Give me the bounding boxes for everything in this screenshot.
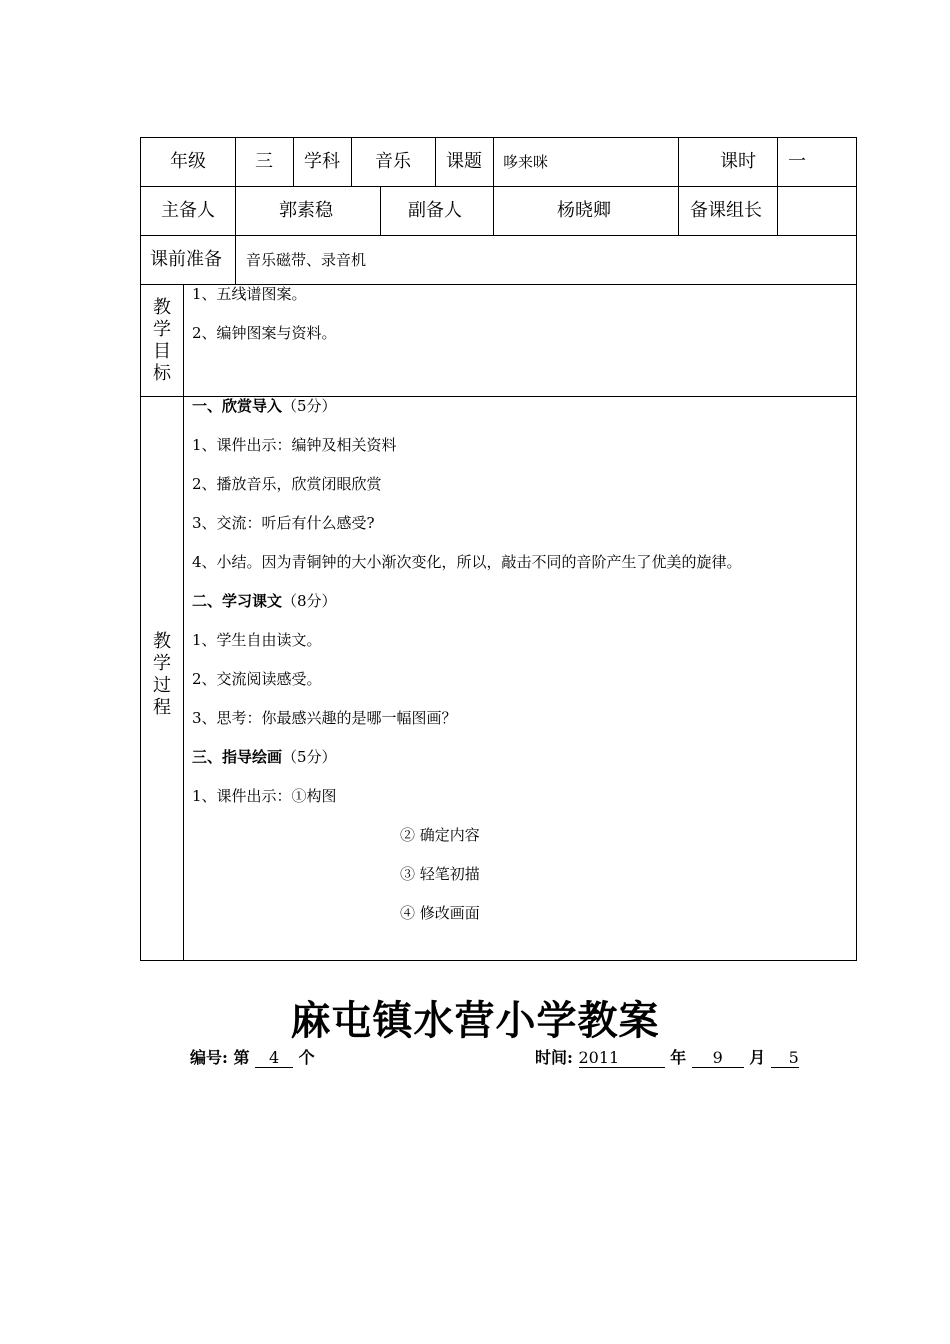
goals-label-char: 教 bbox=[153, 297, 171, 318]
section-heading: 三、指导绘画（5分） bbox=[192, 748, 337, 766]
number-label: 编号: 第 bbox=[190, 1048, 250, 1067]
process-label bbox=[151, 631, 173, 719]
table-rule bbox=[777, 137, 778, 186]
process-line: 2、交流阅读感受。 bbox=[192, 670, 322, 688]
table-rule bbox=[235, 186, 236, 235]
main-preparer-label: 主备人 bbox=[161, 200, 215, 221]
table-rule bbox=[435, 137, 436, 186]
table-border-bottom bbox=[140, 960, 857, 961]
process-line: ② 确定内容 bbox=[400, 826, 480, 844]
lesson-label: 课时 bbox=[720, 151, 756, 172]
date-field bbox=[535, 1048, 799, 1068]
process-label-char: 学 bbox=[153, 653, 171, 674]
process-line: 3、思考：你最感兴趣的是哪一幅图画？ bbox=[192, 709, 457, 727]
goals-label-char: 标 bbox=[153, 363, 171, 384]
section-heading: 二、学习课文（8分） bbox=[192, 592, 337, 610]
table-rule bbox=[140, 235, 857, 236]
process-line: ③ 轻笔初描 bbox=[400, 865, 480, 883]
year-suffix: 年 bbox=[670, 1048, 687, 1067]
month-suffix: 月 bbox=[749, 1048, 766, 1067]
table-rule bbox=[380, 186, 381, 235]
prep-value: 音乐磁带、录音机 bbox=[246, 251, 367, 269]
topic-label: 课题 bbox=[446, 151, 482, 172]
table-rule bbox=[777, 186, 778, 235]
process-line: 2、播放音乐，欣赏闭眼欣赏 bbox=[192, 475, 382, 493]
table-rule bbox=[493, 137, 494, 186]
subject-value: 音乐 bbox=[375, 151, 411, 172]
goal-line: 1、五线谱图案。 bbox=[192, 285, 307, 303]
process-line: 4、小结。因为青铜钟的大小渐次变化，所以，敲击不同的音阶产生了优美的旋律。 bbox=[192, 553, 742, 571]
process-line: 1、课件出示：①构图 bbox=[192, 787, 337, 805]
table-rule bbox=[678, 137, 679, 186]
process-label-char: 教 bbox=[153, 631, 171, 652]
vice-preparer-label: 副备人 bbox=[408, 200, 462, 221]
table-rule bbox=[678, 186, 679, 235]
process-label-char: 过 bbox=[153, 675, 171, 696]
section-heading: 一、欣赏导入（5分） bbox=[192, 397, 337, 415]
table-rule bbox=[293, 137, 294, 186]
number-value: 4 bbox=[255, 1049, 293, 1068]
table-rule bbox=[351, 137, 352, 186]
table-rule bbox=[493, 186, 494, 235]
year-value: 2011 bbox=[579, 1049, 665, 1068]
process-label-char: 程 bbox=[153, 697, 171, 718]
grade-label: 年级 bbox=[170, 151, 206, 172]
vice-preparer-value: 杨晓卿 bbox=[557, 200, 611, 221]
lesson-value: 一 bbox=[788, 151, 806, 172]
goals-label bbox=[151, 297, 173, 385]
month-value: 9 bbox=[692, 1049, 744, 1068]
subject-label: 学科 bbox=[304, 151, 340, 172]
process-line: 1、学生自由读文。 bbox=[192, 631, 322, 649]
table-rule bbox=[183, 284, 184, 961]
table-border-left bbox=[140, 137, 141, 961]
prep-label: 课前准备 bbox=[150, 249, 222, 270]
goal-line: 2、编钟图案与资料。 bbox=[192, 324, 337, 342]
number-suffix: 个 bbox=[298, 1048, 315, 1067]
topic-value: 哆来咪 bbox=[503, 153, 549, 171]
table-rule bbox=[140, 186, 857, 187]
table-rule bbox=[235, 235, 236, 284]
process-line: 3、交流：听后有什么感受? bbox=[192, 514, 375, 532]
group-leader-label: 备课组长 bbox=[690, 200, 762, 221]
process-line: 1、课件出示：编钟及相关资料 bbox=[192, 436, 397, 454]
table-rule bbox=[235, 137, 236, 186]
day-value: 5 bbox=[771, 1049, 799, 1068]
number-field bbox=[190, 1048, 315, 1068]
goals-label-char: 目 bbox=[153, 341, 171, 362]
grade-value: 三 bbox=[255, 151, 273, 172]
main-preparer-value: 郭素稳 bbox=[279, 200, 333, 221]
document-title: 麻屯镇水营小学教案 bbox=[290, 998, 660, 1044]
time-label: 时间: bbox=[535, 1048, 573, 1067]
process-line: ④ 修改画面 bbox=[400, 904, 480, 922]
table-border-top bbox=[140, 137, 857, 138]
table-border-right bbox=[856, 137, 857, 961]
goals-label-char: 学 bbox=[153, 319, 171, 340]
